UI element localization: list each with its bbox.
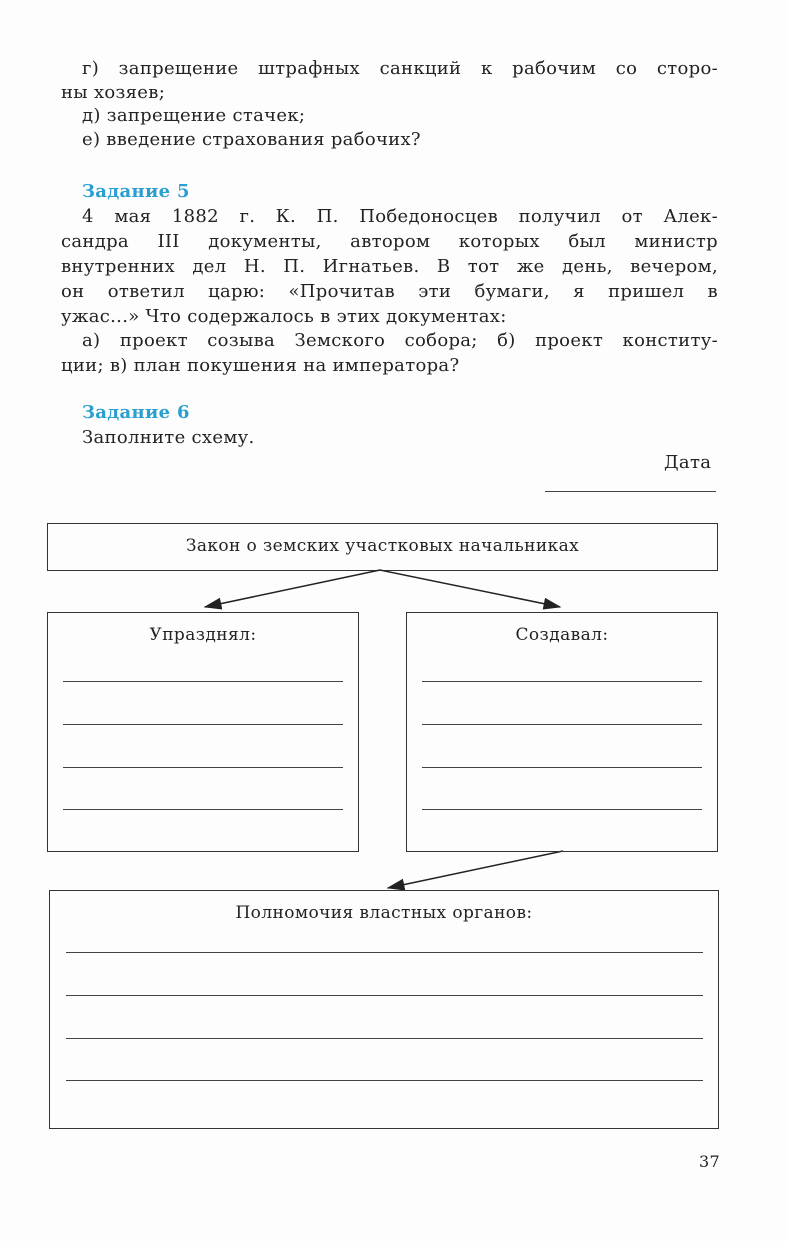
- task5-heading: Задание 5: [82, 181, 190, 202]
- text-line: д) запрещение стачек;: [82, 105, 306, 126]
- scheme-right-label: Создавал:: [515, 625, 609, 645]
- text-line: внутренних дел Н. П. Игнатьев. В тот же день, вечером,: [61, 256, 718, 277]
- answer-line[interactable]: [63, 767, 343, 768]
- date-label: Дата: [664, 452, 712, 473]
- text-line: г) запрещение штрафных санкций к рабочим со сторо-: [82, 58, 718, 79]
- text-line: сандра III документы, автором которых был министр: [61, 231, 718, 252]
- answer-line[interactable]: [422, 809, 702, 810]
- text-line: е) введение страхования рабочих?: [82, 129, 421, 150]
- text-line: ны хозяев;: [61, 82, 166, 103]
- page-number: 37: [699, 1152, 720, 1171]
- task6-instruction: Заполните схему.: [82, 427, 255, 448]
- answer-line[interactable]: [422, 767, 702, 768]
- text-line: 4 мая 1882 г. К. П. Победоносцев получил от Алек-: [82, 206, 718, 227]
- text-line: ужас...» Что содержалось в этих документах:: [61, 306, 507, 327]
- answer-line[interactable]: [63, 681, 343, 682]
- arrow-bottom: [388, 851, 563, 888]
- text-line: ции; в) план покушения на императора?: [61, 355, 460, 376]
- answer-line[interactable]: [422, 681, 702, 682]
- answer-line[interactable]: [66, 995, 703, 996]
- answer-line[interactable]: [422, 724, 702, 725]
- scheme-left-label: Упразднял:: [149, 625, 257, 645]
- scheme-left-box: [47, 612, 359, 852]
- scheme-bottom-label: Полномочия властных органов:: [235, 903, 533, 923]
- answer-line[interactable]: [66, 1080, 703, 1081]
- task6-heading: Задание 6: [82, 402, 190, 423]
- arrow-right: [380, 570, 560, 607]
- answer-line[interactable]: [66, 1038, 703, 1039]
- answer-line[interactable]: [66, 952, 703, 953]
- arrow-left: [205, 570, 380, 607]
- text-line: он ответил царю: «Прочитав эти бумаги, я пришел в: [61, 281, 718, 302]
- scheme-bottom-box: [49, 890, 719, 1129]
- answer-line[interactable]: [63, 724, 343, 725]
- text-line: а) проект созыва Земского собора; б) проект конститу-: [82, 330, 718, 351]
- answer-line[interactable]: [63, 809, 343, 810]
- scheme-right-box: [406, 612, 718, 852]
- scheme-top-label: Закон о земских участковых начальниках: [185, 536, 580, 556]
